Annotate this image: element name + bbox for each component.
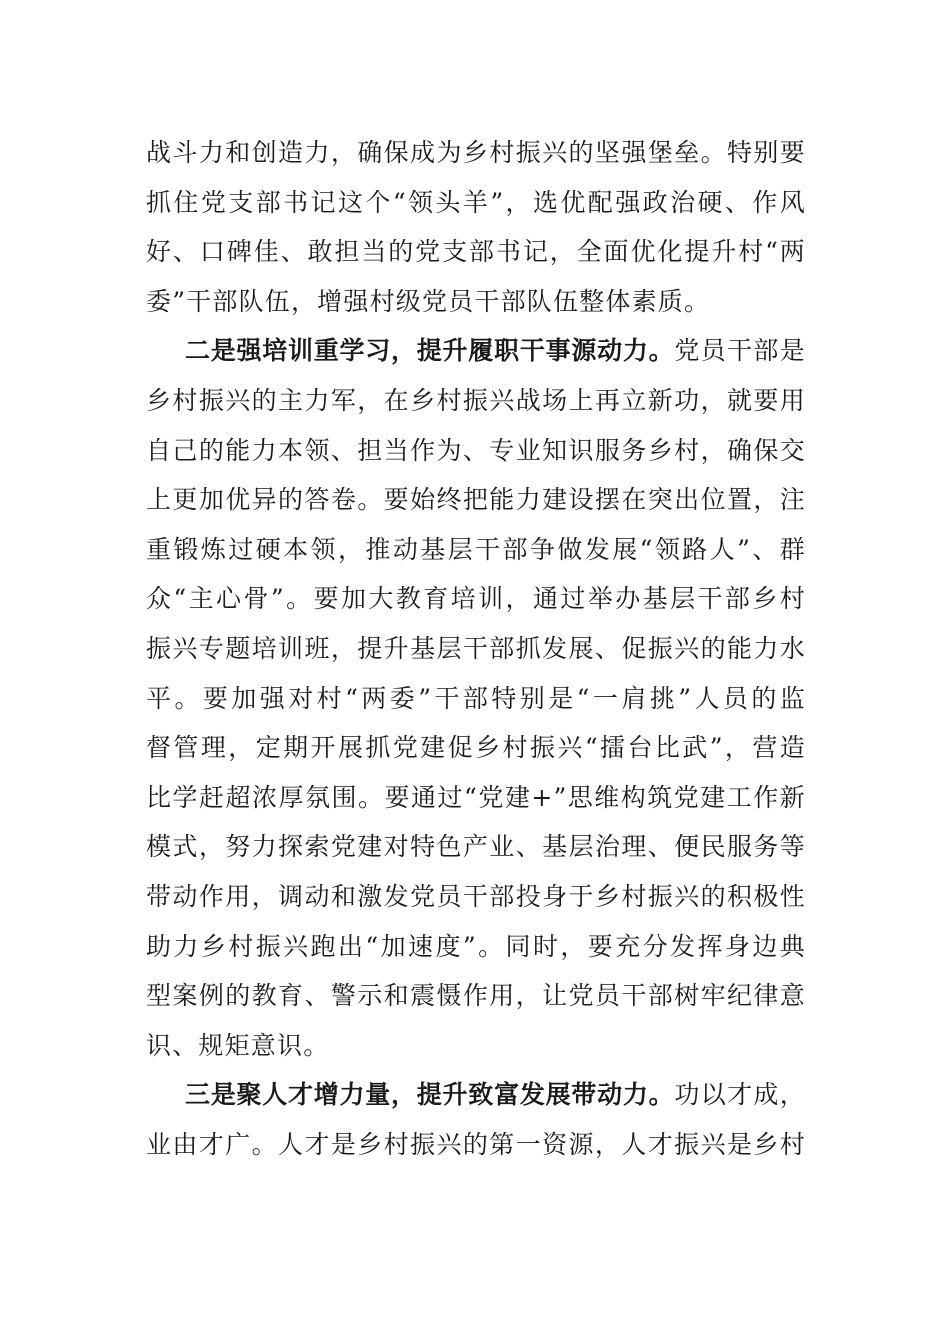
section-2-heading-tail: 党员干部是: [674, 336, 806, 366]
section-3-heading: 三是聚人才增力量，提升致富发展带动力。: [185, 1080, 675, 1110]
text-line: 督管理，定期开展抓党建促乡村振兴“擂台比武”，营造: [146, 733, 806, 763]
text-line: 上更加优异的答卷。要始终把能力建设摆在突出位置，注: [146, 485, 806, 515]
text-line: 好、口碑佳、敢担当的党支部书记，全面优化提升村“两: [146, 237, 806, 267]
text-line: 自己的能力本领、担当作为、专业知识服务乡村，确保交: [146, 435, 806, 465]
text-line: 振兴专题培训班，提升基层干部抓发展、促振兴的能力水: [146, 633, 806, 663]
text-line: 众“主心骨”。要加大教育培训，通过举办基层干部乡村: [146, 584, 806, 614]
text-line: 助力乡村振兴跑出“加速度”。同时，要充分发挥身边典: [146, 931, 806, 961]
text-line: 平。要加强对村“两委”干部特别是“一肩挑”人员的监: [146, 683, 806, 713]
section-2-heading-line: [146, 326, 806, 376]
text-line: 型案例的教育、警示和震慑作用，让党员干部树牢纪律意: [146, 981, 806, 1011]
section-3-heading-tail: 功以才成，: [674, 1080, 806, 1110]
text-line: 抓住党支部书记这个“领头羊”，选优配强政治硬、作风: [146, 187, 806, 217]
text-line: 重锻炼过硬本领，推动基层干部争做发展“领路人”、群: [146, 534, 806, 564]
text-line: 战斗力和创造力，确保成为乡村振兴的坚强堡垒。特别要: [146, 138, 806, 167]
section-3-heading-line: [146, 1070, 806, 1120]
text-line: 识、规矩意识。: [146, 1030, 330, 1060]
text-line: 带动作用，调动和激发党员干部投身于乡村振兴的积极性: [146, 881, 806, 911]
text-line: 委”干部队伍，增强村级党员干部队伍整体素质。: [146, 286, 711, 316]
text-line: 业由才广。人才是乡村振兴的第一资源，人才振兴是乡村: [146, 1129, 806, 1159]
text-line: 比学赶超浓厚氛围。要通过“党建+”思维构筑党建工作新: [146, 782, 806, 812]
text-line: 乡村振兴的主力军，在乡村振兴战场上再立新功，就要用: [146, 385, 806, 415]
text-line: 模式，努力探索党建对特色产业、基层治理、便民服务等: [146, 832, 806, 862]
body-text: [146, 128, 806, 1169]
section-2-heading: 二是强培训重学习，提升履职干事源动力。: [185, 336, 675, 366]
